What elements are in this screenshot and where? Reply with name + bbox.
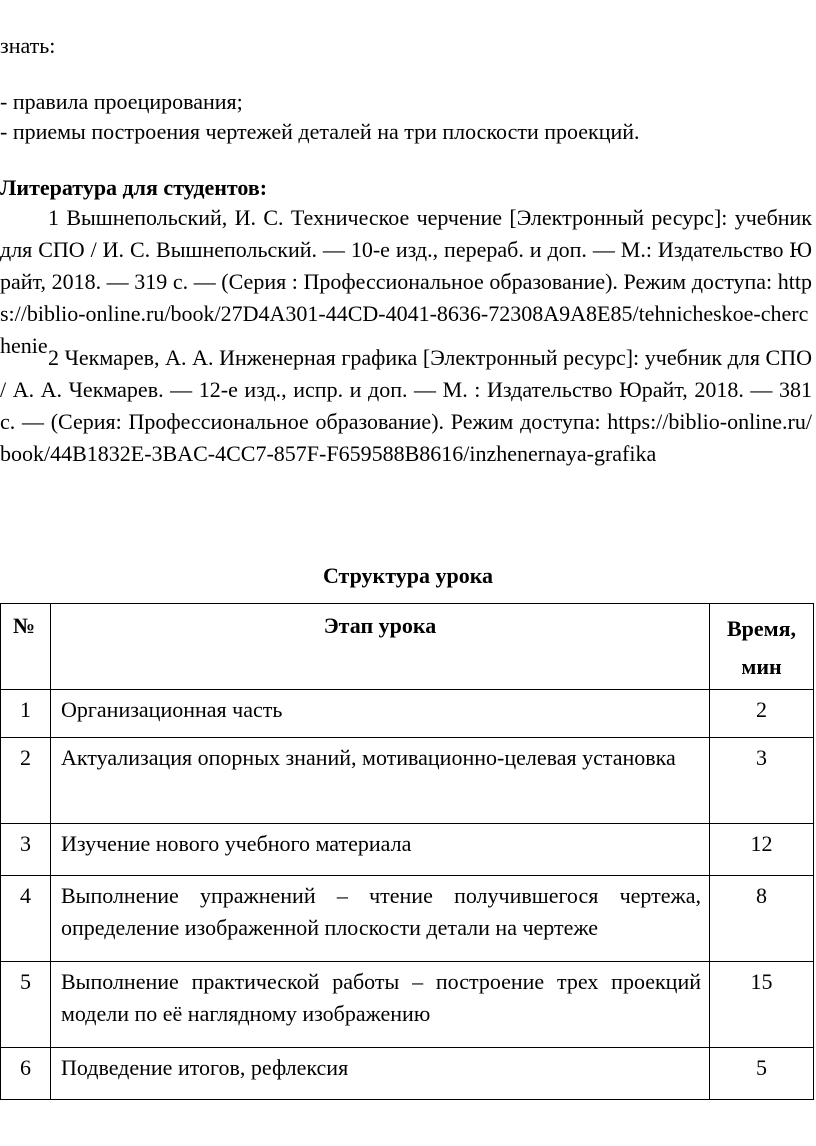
row-time: 2 <box>710 690 814 738</box>
literature-item-2: 2 Чекмарев, А. А. Инженерная графика [Электронный ресурс]: учебник для СПО / А. А. Чекмарев. — 12-е изд., испр. и доп. — М. : Издательство Юрайт, 2018. — 381 с. — (Серия: Профессиональное образование). Режим доступа: https://biblio-online.ru/book/44B1832E-3BAC-4CC7-857F-F659588B8616/inzhenernaya-grafika <box>0 345 812 466</box>
row-stage: Актуализация опорных знаний, мотивационно-целевая установка <box>51 738 710 824</box>
literature-heading: Литература для студентов: <box>0 175 268 200</box>
table-row <box>1 690 814 738</box>
row-stage: Подведение итогов, рефлексия <box>51 1048 710 1100</box>
table-row <box>1 824 814 876</box>
header-number: № <box>1 604 51 690</box>
lesson-structure-table <box>0 603 814 1100</box>
row-time: 8 <box>710 876 814 962</box>
table-row <box>1 738 814 824</box>
row-stage: Выполнение практической работы – построение трех проекций модели по её наглядному изображению <box>51 962 710 1048</box>
row-time: 3 <box>710 738 814 824</box>
row-number: 2 <box>1 738 51 824</box>
row-number: 3 <box>1 824 51 876</box>
table-row <box>1 962 814 1048</box>
row-stage: Выполнение упражнений – чтение получившегося чертежа, определение изображенной плоскости детали на чертеже <box>51 876 710 962</box>
row-stage: Организационная часть <box>51 690 710 738</box>
table-row <box>1 876 814 962</box>
structure-title: Структура урока <box>322 563 494 588</box>
literature-item-1: 1 Вышнепольский, И. С. Техническое черчение [Электронный ресурс]: учебник для СПО / И. С. Вышнепольский. — 10-е изд., перераб. и доп. — М.: Издательство Юрайт, 2018. — 319 с. — (Серия : Профессиональное образование). Режим доступа: https://biblio-online.ru/book/27D4A301-44CD-4041-8636-72308A9A8E85/tehnicheskoe-cherchenie <box>0 205 812 358</box>
row-time: 5 <box>710 1048 814 1100</box>
row-number: 6 <box>1 1048 51 1100</box>
intro-line: знать: <box>0 33 56 58</box>
row-time: 15 <box>710 962 814 1048</box>
row-stage: Изучение нового учебного материала <box>51 824 710 876</box>
table-header-row <box>1 604 814 690</box>
bullet-item-2: - приемы построения чертежей деталей на три плоскости проекций. <box>0 119 640 144</box>
row-number: 1 <box>1 690 51 738</box>
row-number: 4 <box>1 876 51 962</box>
row-number: 5 <box>1 962 51 1048</box>
bullet-item-1: - правила проецирования; <box>0 89 243 114</box>
table-row <box>1 1048 814 1100</box>
header-time: Время, мин <box>710 604 814 690</box>
header-stage: Этап урока <box>51 604 710 690</box>
row-time: 12 <box>710 824 814 876</box>
